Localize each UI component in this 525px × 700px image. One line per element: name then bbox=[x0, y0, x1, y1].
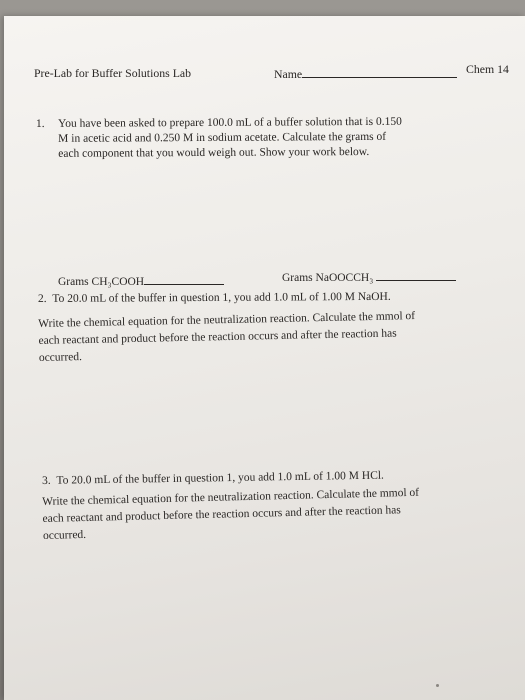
worksheet-page bbox=[4, 16, 525, 700]
question-3-line: occurred. bbox=[42, 528, 87, 542]
question-2-number: 2. bbox=[38, 292, 47, 305]
grams-salt-label: Grams NaOOCCH₃ bbox=[282, 272, 374, 284]
question-1-line: each component that you would weigh out. Show your work below. bbox=[58, 145, 370, 160]
question-1 bbox=[36, 114, 476, 160]
question-2-line: occurred. bbox=[38, 351, 83, 364]
name-label: Name bbox=[274, 67, 303, 81]
course-label: Chem 14 bbox=[466, 62, 509, 76]
name-field bbox=[274, 66, 457, 82]
question-2-prompt-text: To 20.0 mL of the buffer in question 1, you add 1.0 mL of 1.00 M NaOH. bbox=[52, 290, 391, 305]
question-3-prompt-text: To 20.0 mL of the buffer in question 1, you add 1.0 mL of 1.00 M HCl. bbox=[56, 469, 384, 487]
name-blank-line bbox=[302, 66, 457, 78]
question-2-line: Write the chemical equation for the neutralization reaction. Calculate the mmol of bbox=[38, 310, 416, 330]
question-3-line: Write the chemical equation for the neutralization reaction. Calculate the mmol of bbox=[42, 486, 420, 508]
worksheet-title: Pre-Lab for Buffer Solutions Lab bbox=[34, 66, 192, 80]
grams-salt-field bbox=[282, 269, 456, 286]
grams-acid-label: Grams CH₃COOH bbox=[58, 276, 145, 288]
question-3-number: 3. bbox=[42, 474, 51, 487]
question-1-number: 1. bbox=[36, 117, 45, 130]
question-2-line: each reactant and product before the reaction occurs and after the reaction has bbox=[38, 327, 397, 347]
question-3-instructions bbox=[42, 485, 420, 545]
question-2-prompt bbox=[38, 290, 391, 307]
paper-speck bbox=[436, 684, 439, 687]
grams-salt-blank-line bbox=[376, 269, 456, 281]
question-1-line: You have been asked to prepare 100.0 mL of a buffer solution that is 0.150 bbox=[58, 115, 402, 130]
question-2-instructions bbox=[38, 308, 416, 367]
grams-acid-field bbox=[58, 273, 224, 290]
question-3-line: each reactant and product before the reaction occurs and after the reaction has bbox=[42, 504, 401, 525]
grams-acid-blank-line bbox=[144, 273, 224, 285]
question-1-text bbox=[58, 114, 468, 162]
question-1-line: M in acetic acid and 0.250 M in sodium acetate. Calculate the grams of bbox=[58, 130, 387, 145]
